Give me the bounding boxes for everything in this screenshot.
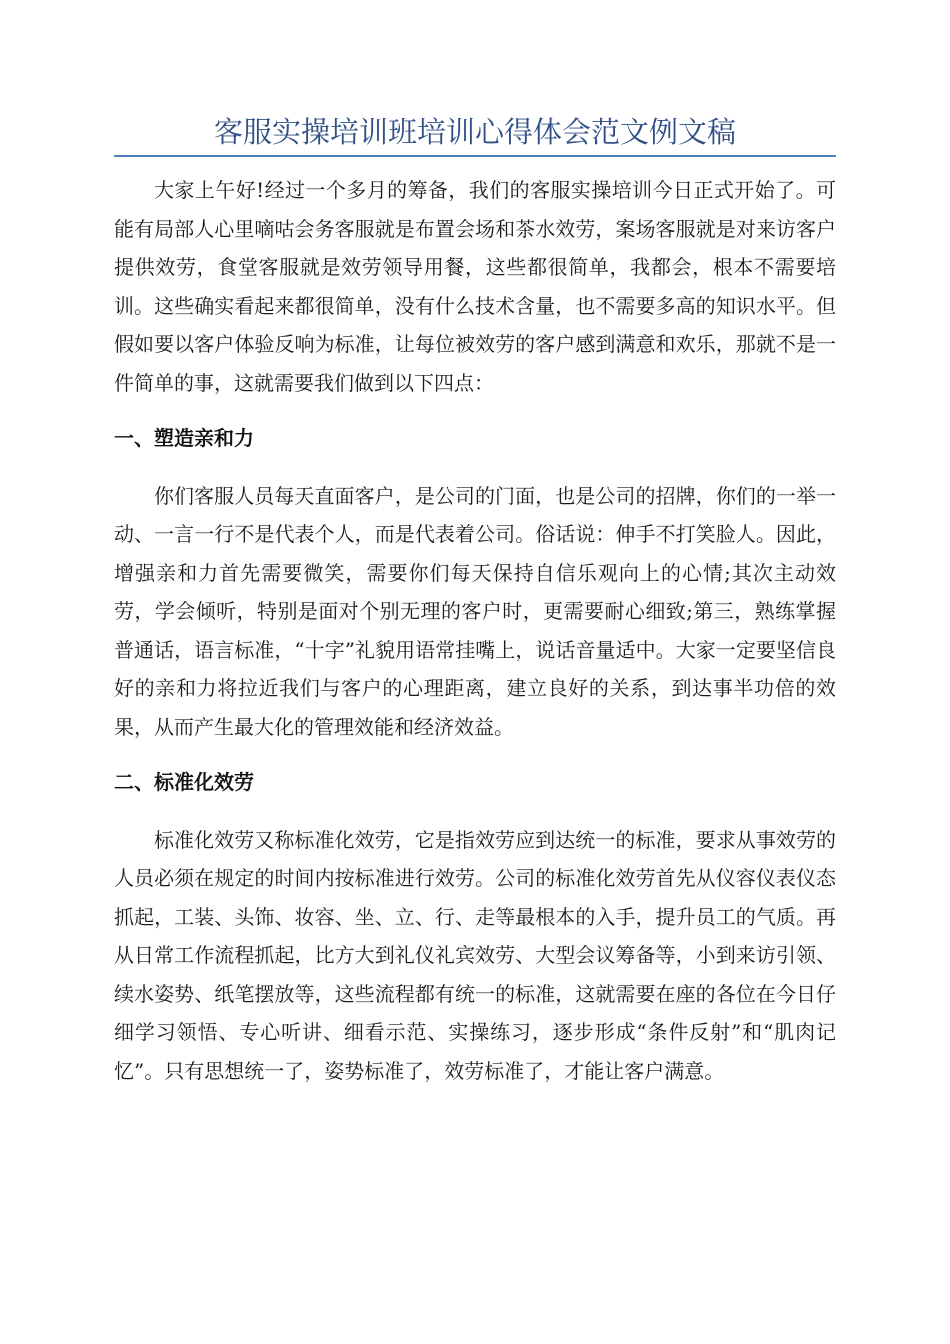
section-paragraph-2: 标准化效劳又称标准化效劳，它是指效劳应到达统一的标准，要求从事效劳的人员必须在规定的时间内按标准进行效劳。公司的标准化效劳首先从仪容仪表仪态抓起，工装、头饰、妆容、坐、立、行、走等最根本的入手，提升员工的气质。再从日常工作流程抓起，比方大到礼仪礼宾效劳、大型会议筹备等，小到来访引领、续水姿势、纸笔摆放等，这些流程都有统一的标准，这就需要在座的各位在今日仔细学习领悟、专心听讲、细看示范、实操练习，逐步形成“条件反射”和“肌肉记忆”。只有思想统一了，姿势标准了，效劳标准了，才能让客户满意。 <box>114 827 836 1083</box>
document-body <box>114 171 836 1107</box>
title-underline <box>114 155 836 157</box>
section-heading-2: 二、标准化效劳 <box>114 770 254 794</box>
intro-paragraph: 大家上午好!经过一个多月的筹备，我们的客服实操培训今日正式开始了。可能有局部人心里嘀咕会务客服就是布置会场和茶水效劳，案场客服就是对来访客户提供效劳，食堂客服就是效劳领导用餐，这些都很简单，我都会，根本不需要培训。这些确实看起来都很简单，没有什么技术含量，也不需要多高的知识水平。但假如要以客户体验反响为标准，让每位被效劳的客户感到满意和欢乐，那就不是一件简单的事，这就需要我们做到以下四点： <box>114 178 836 395</box>
section-heading-1: 一、塑造亲和力 <box>114 426 254 450</box>
document-title: 客服实操培训班培训心得体会范文例文稿 <box>213 115 736 149</box>
section-paragraph-1: 你们客服人员每天直面客户，是公司的门面，也是公司的招牌，你们的一举一动、一言一行不是代表个人，而是代表着公司。俗话说：伸手不打笑脸人。因此，增强亲和力首先需要微笑，需要你们每天保持自信乐观向上的心情;其次主动效劳，学会倾听，特别是面对个别无理的客户时，更需要耐心细致;第三，熟练掌握普通话，语言标准，“十字”礼貌用语常挂嘴上，说话音量适中。大家一定要坚信良好的亲和力将拉近我们与客户的心理距离，建立良好的关系，到达事半功倍的效果，从而产生最大化的管理效能和经济效益。 <box>114 483 836 739</box>
